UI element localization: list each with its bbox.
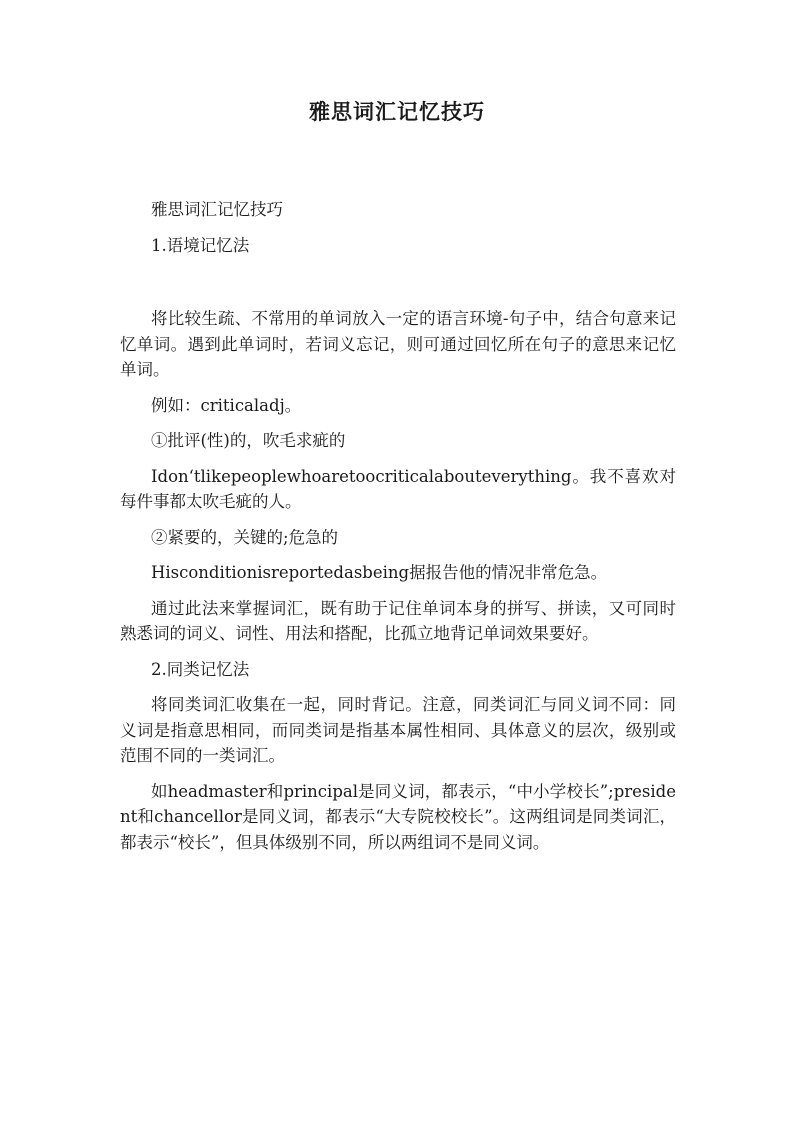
section-heading-context-memory: 1.语境记忆法 [151,235,250,255]
paragraph-subtitle: 雅思词汇记忆技巧 [151,200,283,219]
paragraph-example-sentence-2: Hisconditionisreportedasbeing据报告他的情况非常危急。 [151,563,608,582]
document-title: 雅思词汇记忆技巧 [309,99,485,124]
document-body [120,197,676,865]
paragraph-meaning-2: ②紧要的，关键的;危急的 [151,527,339,547]
paragraph-category-example: 如headmaster和principal是同义词，都表示，“中小学校长”;president和chancellor是同义词，都表示“大专院校校长”。这两组词是同类词汇，都表示“校长”，但具体级别不同，所以两组词不是同义词。 [120,781,676,852]
section-heading-category-memory: 2.同类记忆法 [151,659,250,679]
paragraph-category-method: 将同类词汇收集在一起，同时背记。注意，同类词汇与同义词不同：同义词是指意思相同，而同类词是指基本属性相同、具体意义的层次，级别或范围不同的一类词汇。 [120,695,676,765]
paragraph-example-sentence-1: Idon‘tlikepeoplewhoaretoocriticalabouteverything。我不喜欢对每件事都太吹毛疵的人。 [120,466,676,511]
paragraph-example-word: 例如：criticaladj。 [151,395,302,415]
paragraph-method-benefit: 通过此法来掌握词汇，既有助于记住单词本身的拼写、拼读，又可同时熟悉词的词义、词性、用法和搭配，比孤立地背记单词效果要好。 [120,598,676,643]
paragraph-meaning-1: ①批评(性)的，吹毛求疵的 [151,431,346,450]
paragraph-context-method: 将比较生疏、不常用的单词放入一定的语言环境-句子中，结合句意来记忆单词。遇到此单词时，若词义忘记，则可通过回忆所在句子的意思来记忆单词。 [120,309,676,379]
